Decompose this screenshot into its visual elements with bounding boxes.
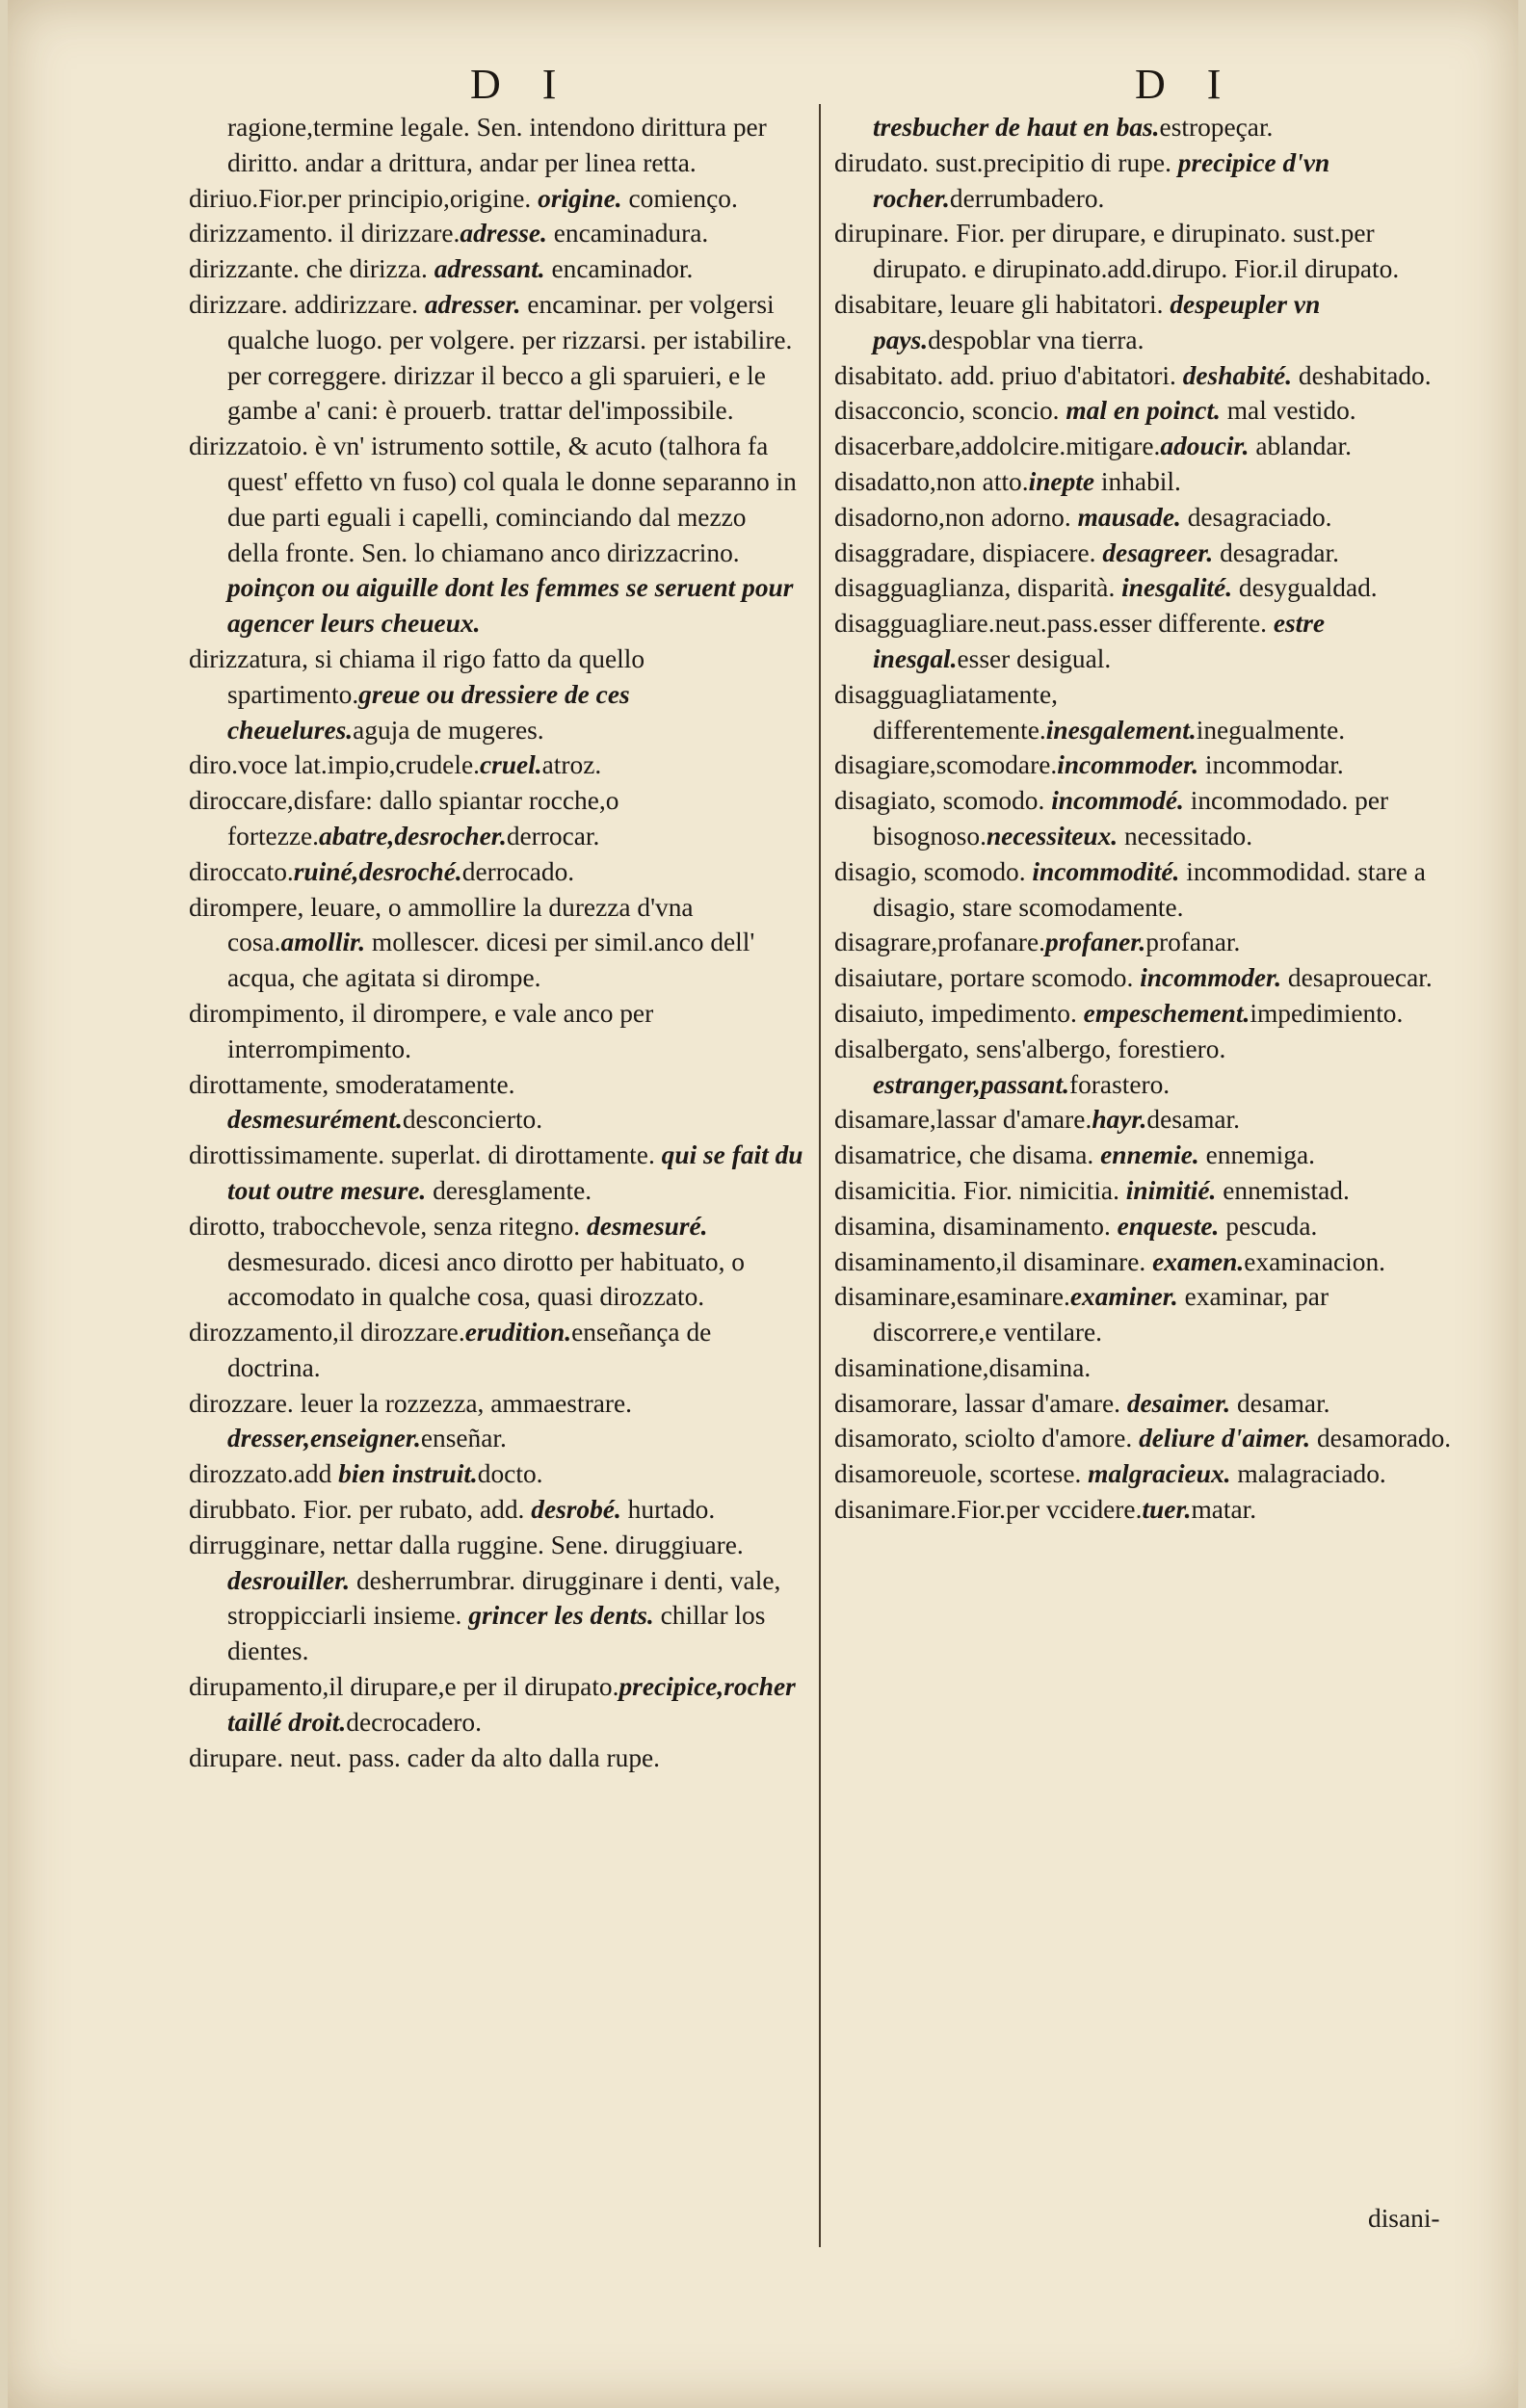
entry-text: incommodidad. stare a disagio, stare scomodamente. — [873, 856, 1426, 922]
entry-text: disabitato. add. priuo d'abitatori. — [834, 360, 1183, 390]
dictionary-entry — [189, 251, 803, 287]
french-gloss: despeupler vn pays. — [873, 289, 1321, 354]
entry-text: desygualdad. — [1232, 573, 1378, 603]
french-gloss: desmesuré. — [587, 1211, 708, 1241]
dictionary-entry — [834, 1244, 1459, 1280]
column-divider — [819, 104, 821, 2247]
entry-text: despoblar vna tierra. — [928, 325, 1144, 354]
entry-text: disacconcio, sconcio. — [834, 396, 1066, 426]
entry-text: encaminadura. — [546, 219, 709, 249]
dictionary-entry — [189, 216, 803, 251]
french-gloss: deliure d'aimer. — [1139, 1424, 1311, 1453]
left-column — [189, 110, 803, 1775]
french-gloss: precipice,rocher taillé droit. — [227, 1672, 796, 1737]
french-gloss: inepte — [1028, 466, 1095, 496]
french-gloss: erudition. — [464, 1318, 572, 1348]
entry-text: docto. — [477, 1459, 543, 1489]
entry-text: disaminare,esaminare. — [834, 1282, 1070, 1312]
entry-text: disamare,lassar d'amare. — [834, 1105, 1092, 1135]
french-gloss: examiner. — [1069, 1282, 1178, 1312]
dictionary-entry — [834, 677, 1459, 748]
dictionary-entry — [189, 1492, 803, 1528]
french-gloss: abatre,desrocher. — [319, 821, 507, 851]
entry-text: disacerbare,addolcire.mitigare. — [834, 432, 1161, 461]
dictionary-entry — [834, 464, 1459, 500]
french-gloss: qui se fait du tout outre mesure. — [227, 1140, 803, 1205]
french-gloss: tuer. — [1142, 1495, 1192, 1525]
dictionary-entry — [834, 1138, 1459, 1173]
french-gloss: adoucir. — [1160, 432, 1250, 461]
entry-text: malagraciado. — [1230, 1459, 1386, 1489]
entry-text: dirizzante. che dirizza. — [189, 254, 434, 284]
entry-text: dirizzatura, si chiama il rigo fatto da quello spartimento. — [189, 643, 645, 709]
dictionary-entry — [834, 570, 1459, 606]
dictionary-entry — [189, 1138, 803, 1209]
dictionary-entry — [834, 1102, 1459, 1138]
french-gloss: poinçon ou aiguille dont les femmes se seruent pour agencer leurs cheueux. — [227, 573, 794, 639]
entry-text: desamorado. — [1310, 1424, 1452, 1453]
french-gloss: empeschement. — [1083, 998, 1250, 1028]
dictionary-entry — [834, 1279, 1459, 1350]
french-gloss: precipice d'vn rocher. — [873, 147, 1330, 213]
entry-text: dirottamente, smoderatamente. — [189, 1069, 515, 1099]
french-gloss: estre inesgal. — [873, 609, 1326, 673]
entry-text: dirizzamento. il dirizzare. — [189, 219, 460, 249]
french-gloss: bien instruit. — [338, 1459, 478, 1489]
entry-text: dirompimento, il dirompere, e vale anco per interrompimento. — [189, 998, 654, 1063]
entry-text: incommodado. per bisognoso. — [873, 786, 1389, 851]
entry-text: examinacion. — [1244, 1246, 1386, 1276]
french-gloss: cruel. — [479, 750, 542, 780]
entry-text: mal vestido. — [1220, 396, 1356, 426]
dictionary-entry — [189, 1456, 803, 1492]
dictionary-entry — [834, 1421, 1459, 1456]
entry-text: desmesurado. dicesi anco dirotto per habituato, o accomodato in qualche cosa, quasi dirozzato. — [227, 1246, 746, 1312]
french-gloss: incommodité. — [1032, 856, 1180, 886]
entry-text: disadatto,non atto. — [834, 466, 1029, 496]
entry-text: disaminamento,il disaminare. — [834, 1246, 1153, 1276]
entry-text: mollescer. dicesi per simil.anco dell' acqua, che agitata si dirompe. — [227, 928, 755, 993]
french-gloss: origine. — [538, 183, 622, 213]
french-gloss: inimitié. — [1125, 1175, 1217, 1205]
dictionary-entry — [834, 110, 1459, 145]
entry-text: derrocar. — [506, 821, 600, 851]
entry-text: deshabitado. — [1292, 360, 1432, 390]
entry-text: dirupamento,il dirupare,e per il dirupato. — [189, 1672, 619, 1702]
dictionary-entry — [834, 287, 1459, 358]
french-gloss: adresse. — [460, 219, 547, 249]
entry-text: diriuo.Fior.per principio,origine. — [189, 183, 539, 213]
french-gloss: desagreer. — [1102, 537, 1214, 567]
french-gloss: desrobé. — [531, 1495, 621, 1525]
french-gloss: mausade. — [1077, 502, 1181, 532]
french-gloss: incommoder. — [1140, 963, 1282, 993]
entry-text: disamina, disaminamento. — [834, 1211, 1118, 1241]
entry-text: derrumbadero. — [949, 183, 1105, 213]
entry-text: disaiutare, portare scomodo. — [834, 963, 1141, 993]
dictionary-entry — [834, 854, 1459, 926]
dictionary-entry — [189, 287, 803, 429]
entry-text: necessitado. — [1118, 821, 1253, 851]
dictionary-entry — [189, 429, 803, 641]
dictionary-entry — [834, 358, 1459, 394]
entry-text: dirompere, leuare, o ammollire la durezza d'vna cosa. — [189, 892, 694, 957]
dictionary-entry — [189, 1528, 803, 1669]
entry-text: incommodar. — [1198, 750, 1344, 780]
dictionary-entry — [189, 1315, 803, 1386]
entry-text: disagguaglianza, disparità. — [834, 573, 1122, 603]
dictionary-entry — [189, 1067, 803, 1139]
dictionary-entry — [834, 1350, 1459, 1386]
french-gloss: adressant. — [434, 254, 545, 284]
entry-text: disagguagliare.neut.pass.esser differente. — [834, 609, 1274, 639]
entry-text: profanar. — [1145, 928, 1241, 957]
dictionary-entry — [189, 854, 803, 890]
french-gloss: ennemie. — [1100, 1140, 1199, 1170]
entry-text: ablandar. — [1249, 432, 1352, 461]
dictionary-entry — [834, 500, 1459, 536]
entry-text: derrocado. — [461, 856, 575, 886]
dictionary-entry — [189, 181, 803, 217]
dictionary-entry — [834, 747, 1459, 783]
entry-text: atroz. — [541, 750, 602, 780]
right-running-head: D I — [1135, 61, 1237, 108]
right-column — [834, 110, 1459, 1528]
french-gloss: incommodé. — [1051, 786, 1184, 816]
dictionary-entry — [189, 641, 803, 747]
french-gloss: incommoder. — [1057, 750, 1199, 780]
entry-text: disabitare, leuare gli habitatori. — [834, 289, 1171, 319]
entry-text: disamorare, lassar d'amare. — [834, 1388, 1127, 1418]
entry-text: diroccato. — [189, 856, 294, 886]
entry-text: desconcierto. — [402, 1105, 543, 1135]
dictionary-entry — [834, 1173, 1459, 1209]
entry-text: dirozzamento,il dirozzare. — [189, 1318, 465, 1348]
entry-text: disaggradare, dispiacere. — [834, 537, 1103, 567]
dictionary-entry — [834, 1492, 1459, 1528]
dictionary-entry — [834, 145, 1459, 217]
french-gloss: deshabité. — [1182, 360, 1293, 390]
entry-text: aguja de mugeres. — [353, 715, 544, 745]
french-gloss: inesgalement. — [1045, 715, 1197, 745]
french-gloss: malgracieux. — [1088, 1459, 1231, 1489]
french-gloss: mal en poinct. — [1066, 396, 1221, 426]
french-gloss: adresser. — [424, 289, 521, 319]
entry-text: dirrugginare, nettar dalla ruggine. Sene. diruggiuare. — [189, 1530, 744, 1559]
entry-text: desherrumbrar. dirugginare i denti, vale, stroppicciarli insieme. — [227, 1565, 781, 1631]
french-gloss: dresser,enseigner. — [227, 1424, 421, 1453]
entry-text: dirottissimamente. superlat. di dirottamente. — [189, 1140, 662, 1170]
entry-text: impedimiento. — [1250, 998, 1404, 1028]
entry-text: ennemiga. — [1198, 1140, 1315, 1170]
entry-text: enseñança de doctrina. — [227, 1318, 712, 1382]
dictionary-entry — [834, 393, 1459, 429]
entry-text: chillar los dientes. — [227, 1601, 766, 1666]
dictionary-entry — [834, 216, 1459, 287]
entry-text: encaminador. — [544, 254, 694, 284]
entry-text: diro.voce lat.impio,crudele. — [189, 750, 480, 780]
entry-text: desagraciado. — [1180, 502, 1332, 532]
dictionary-entry — [834, 1032, 1459, 1103]
entry-text: dirotto, trabocchevole, senza ritegno. — [189, 1211, 587, 1241]
dictionary-entry — [189, 1669, 803, 1741]
entry-text: dirozzato.add — [189, 1459, 339, 1489]
dictionary-entry — [834, 536, 1459, 571]
catchword: disani- — [1368, 2204, 1440, 2233]
entry-text: ragione,termine legale. Sen. intendono dirittura per diritto. andar a drittura, andar per linea retta. — [227, 113, 767, 177]
french-gloss: tresbucher de haut en bas. — [873, 113, 1160, 142]
dictionary-entry — [189, 1209, 803, 1315]
entry-text: forastero. — [1068, 1069, 1171, 1099]
entry-text: dirozzare. leuer la rozzezza, ammaestrare. — [189, 1388, 632, 1418]
entry-text: inegualmente. — [1196, 715, 1346, 745]
entry-text: disagguagliatamente, differentemente. — [834, 679, 1058, 745]
dictionary-entry — [189, 110, 803, 181]
entry-text: decrocadero. — [346, 1707, 482, 1737]
entry-text: desaprouecar. — [1281, 963, 1433, 993]
dictionary-entry — [834, 925, 1459, 960]
french-gloss: inesgalité. — [1121, 573, 1233, 603]
entry-text: enseñar. — [420, 1424, 507, 1453]
entry-text: dirubbato. Fior. per rubato, add. — [189, 1495, 532, 1525]
french-gloss: necessiteux. — [986, 821, 1118, 851]
french-gloss: desmesurément. — [227, 1105, 403, 1135]
french-gloss: amollir. — [280, 928, 366, 957]
entry-text: disagio, scomodo. — [834, 856, 1033, 886]
entry-text: hurtado. — [620, 1495, 716, 1525]
entry-text: disamicitia. Fior. nimicitia. — [834, 1175, 1126, 1205]
dictionary-entry — [189, 890, 803, 996]
entry-text: disagrare,profanare. — [834, 928, 1045, 957]
entry-text: examinar, par discorrere,e ventilare. — [873, 1282, 1329, 1348]
dictionary-entry — [834, 1209, 1459, 1244]
entry-text: disagiato, scomodo. — [834, 786, 1052, 816]
entry-text: disalbergato, sens'albergo, forestiero. — [834, 1034, 1226, 1063]
entry-text: encaminar. per volgersi qualche luogo. per volgere. per rizzarsi. per istabilire. per correggere. dirizzar il becco a gli sparuieri, e le gambe a' cani: è prouerb. trattar del'impossibile. — [227, 289, 793, 426]
french-gloss: grincer les dents. — [468, 1601, 654, 1631]
french-gloss: estranger,passant. — [873, 1069, 1069, 1099]
entry-text: disamatrice, che disama. — [834, 1140, 1101, 1170]
entry-text: dirupinare. Fior. per dirupare, e dirupinato. sust.per dirupato. e dirupinato.add.dirupo. Fior.il dirupato. — [834, 219, 1400, 284]
dictionary-entry — [189, 1386, 803, 1457]
entry-text: disamorato, sciolto d'amore. — [834, 1424, 1140, 1453]
dictionary-entry — [189, 783, 803, 854]
entry-text: esser desigual. — [957, 643, 1112, 673]
french-gloss: desaimer. — [1126, 1388, 1231, 1418]
entry-text: ennemistad. — [1216, 1175, 1350, 1205]
entry-text: disaiuto, impedimento. — [834, 998, 1084, 1028]
dictionary-entry — [834, 1456, 1459, 1492]
french-gloss: profaner. — [1045, 928, 1146, 957]
entry-text: dirizzatoio. è vn' istrumento sottile, & acuto (talhora fa quest' effetto vn fuso) col quala le donne separanno in due parti eguali i capelli, cominciando dal mezzo della fronte. Sen. lo chiamano anco dirizzacrino. — [189, 432, 797, 567]
entry-text: diroccare,disfare: dallo spiantar rocche,o fortezze. — [189, 786, 619, 851]
french-gloss: ruiné,desroché. — [293, 856, 462, 886]
entry-text: dirizzare. addirizzare. — [189, 289, 425, 319]
entry-text: dirudato. sust.precipitio di rupe. — [834, 147, 1178, 177]
entry-text: disanimare.Fior.per vccidere. — [834, 1495, 1143, 1525]
entry-text: estropeçar. — [1159, 113, 1274, 142]
dictionary-entry — [189, 1741, 803, 1776]
french-gloss: enqueste. — [1117, 1211, 1220, 1241]
entry-text: comienço. — [621, 183, 738, 213]
dictionary-entry — [834, 960, 1459, 996]
french-gloss: hayr. — [1092, 1105, 1147, 1135]
entry-text: desamar. — [1230, 1388, 1330, 1418]
dictionary-entry — [189, 747, 803, 783]
dictionary-entry — [834, 429, 1459, 464]
entry-text: pescuda. — [1219, 1211, 1318, 1241]
french-gloss: desrouiller. — [227, 1565, 351, 1595]
dictionary-entry — [834, 996, 1459, 1032]
french-gloss: examen. — [1152, 1246, 1245, 1276]
entry-text: disaminatione,disamina. — [834, 1352, 1092, 1382]
left-running-head: D I — [470, 61, 572, 108]
dictionary-entry — [834, 606, 1459, 677]
french-gloss: greue ou dressiere de ces cheuelures. — [227, 679, 630, 745]
dictionary-entry — [834, 783, 1459, 854]
entry-text: desamar. — [1146, 1105, 1240, 1135]
entry-text: disadorno,non adorno. — [834, 502, 1078, 532]
entry-text: disamoreuole, scortese. — [834, 1459, 1089, 1489]
entry-text: dirupare. neut. pass. cader da alto dalla rupe. — [189, 1742, 661, 1772]
entry-text: matar. — [1191, 1495, 1257, 1525]
book-page — [8, 0, 1518, 2408]
entry-text: desagradar. — [1213, 537, 1340, 567]
entry-text: disagiare,scomodare. — [834, 750, 1058, 780]
dictionary-entry — [834, 1386, 1459, 1422]
dictionary-entry — [189, 996, 803, 1067]
entry-text: deresglamente. — [426, 1175, 592, 1205]
entry-text: inhabil. — [1094, 466, 1181, 496]
